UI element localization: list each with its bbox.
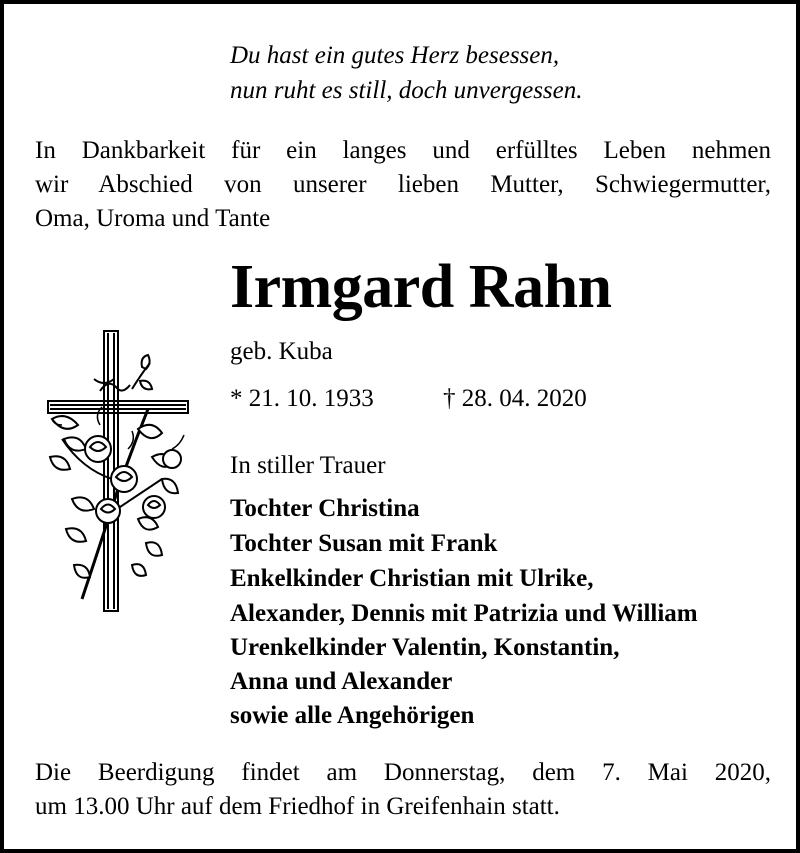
mourner-line-5: Urenkelkinder Valentin, Konstantin, bbox=[230, 634, 620, 661]
intro-line-3: Oma, Uroma und Tante bbox=[35, 205, 271, 232]
mourner-line-2: Tochter Susan mit Frank bbox=[230, 530, 498, 557]
mourner-line-4: Alexander, Dennis mit Patrizia und William bbox=[230, 600, 698, 627]
poem-line-1: Du hast ein gutes Herz besessen, bbox=[230, 42, 560, 69]
poem-line-2: nun ruht es still, doch unvergessen. bbox=[230, 77, 583, 104]
mourner-line-3: Enkelkinder Christian mit Ulrike, bbox=[230, 565, 594, 592]
deceased-name: Irmgard Rahn bbox=[230, 253, 612, 321]
funeral-line-2: um 13.00 Uhr auf dem Friedhof in Greifenhain statt. bbox=[35, 793, 560, 820]
intro-line-1: In Dankbarkeit für ein langes und erfülltes Leben nehmen bbox=[35, 137, 771, 164]
birth-date: * 21. 10. 1933 bbox=[230, 385, 374, 412]
mourner-line-7: sowie alle Angehörigen bbox=[230, 702, 475, 729]
death-date: † 28. 04. 2020 bbox=[443, 385, 587, 412]
intro-line-2: wir Abschied von unserer lieben Mutter, Schwiegermutter, bbox=[35, 171, 771, 198]
mourner-line-1: Tochter Christina bbox=[230, 495, 420, 522]
cross-with-roses-icon bbox=[42, 329, 192, 614]
mourner-line-6: Anna und Alexander bbox=[230, 668, 453, 695]
maiden-name: geb. Kuba bbox=[230, 338, 333, 365]
mourners-heading: In stiller Trauer bbox=[230, 452, 386, 479]
funeral-line-1: Die Beerdigung findet am Donnerstag, dem 7. Mai 2020, bbox=[35, 759, 771, 786]
